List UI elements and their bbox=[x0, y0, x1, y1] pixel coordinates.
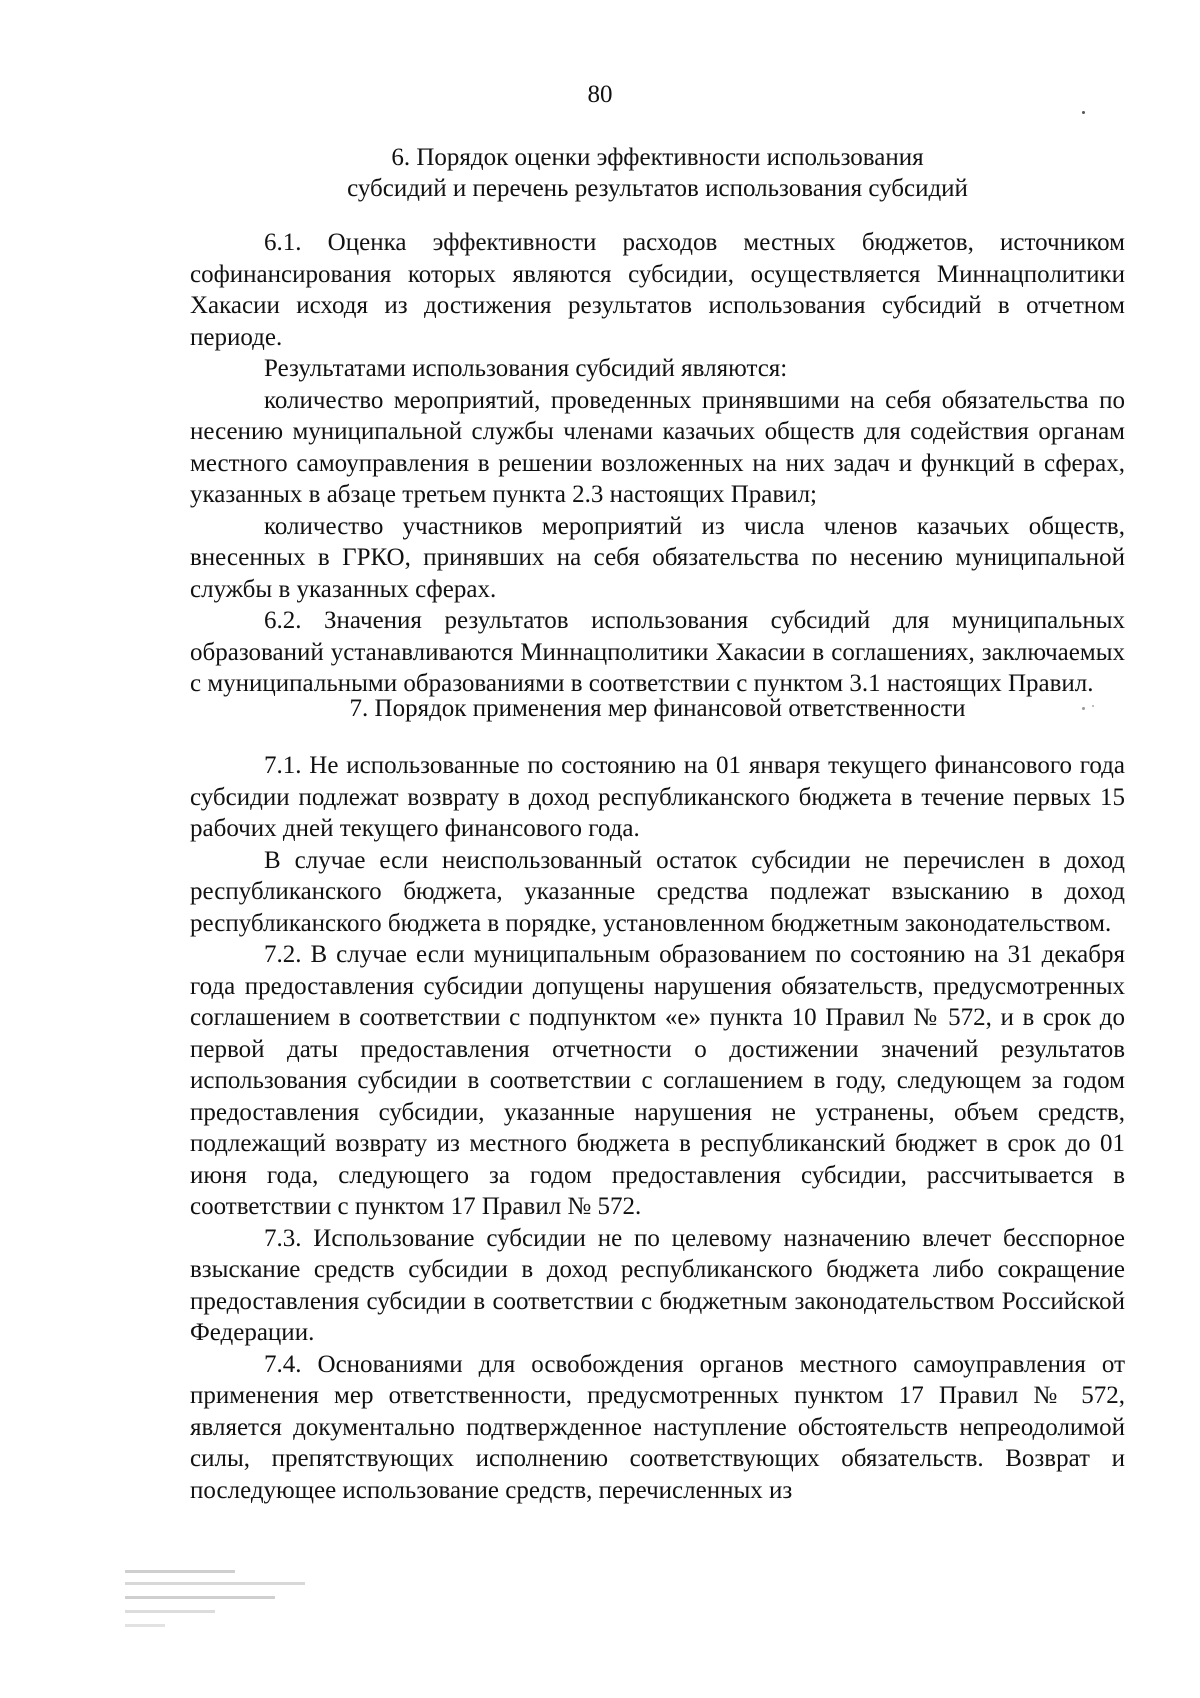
scan-speck bbox=[1092, 705, 1094, 707]
section-7-heading: 7. Порядок применения мер финансовой ответственности bbox=[349, 695, 966, 722]
section-6-body bbox=[190, 227, 1125, 700]
section-6-heading-line-2: субсидий и перечень результатов использования субсидий bbox=[347, 175, 968, 202]
paragraph-6-1: 6.1. Оценка эффективности расходов местных бюджетов, источником софинансирования которых являются субсидии, осуществляется Миннацполитики Хакасии исходя из достижения результатов использования субсидий в отчетном периоде. bbox=[190, 229, 1125, 351]
paragraph-6-result-participants: количество участников мероприятий из числа членов казачьих обществ, внесенных в ГРКО, принявших на себя обязательства по несению муниципальной службы в указанных сферах. bbox=[190, 512, 1125, 603]
paragraph-7-2: 7.2. В случае если муниципальным образованием по состоянию на 31 декабря года предоставления субсидии допущены нарушения обязательств, предусмотренных соглашением в соответствии с подпунктом «е» пункта 10 Правил № 572, и в срок до первой даты предоставления отчетности о достижении значений результатов использования субсидии в соответствии с соглашением в году, следующем за годом предоставления субсидии, указанные нарушения не устранены, объем средств, подлежащий возврату из местного бюджета в республиканский бюджет в срок до 01 июня года, следующего за годом предоставления субсидии, рассчитывается в соответствии с пунктом 17 Правил № 572. bbox=[190, 941, 1125, 1220]
faded-stamp-mark bbox=[125, 1570, 355, 1640]
section-6-heading bbox=[190, 142, 1125, 204]
paragraph-6-results-intro: Результатами использования субсидий являются: bbox=[264, 355, 788, 382]
scan-speck bbox=[1082, 707, 1085, 710]
paragraph-7-4: 7.4. Основаниями для освобождения органов местного самоуправления от применения мер ответственности, предусмотренных пунктом 17 Правил № 572, является документально подтвержденное наступление обстоятельств непреодолимой силы, препятствующих исполнению соответствующих обязательств. Возврат и последующее использование средств, перечисленных из bbox=[190, 1350, 1125, 1504]
paragraph-7-1-balance: В случае если неиспользованный остаток субсидии не перечислен в доход республиканского бюджета, указанные средства подлежат взысканию в доход республиканского бюджета в порядке, установленном бюджетным законодательством. bbox=[190, 846, 1125, 937]
section-7-body bbox=[190, 750, 1125, 1506]
section-6-heading-line-1: 6. Порядок оценки эффективности использования bbox=[391, 144, 924, 171]
paragraph-7-3: 7.3. Использование субсидии не по целевому назначению влечет бесспорное взыскание средств субсидии в доход республиканского бюджета либо сокращение предоставления субсидии в соответствии с бюджетным законодательством Российской Федерации. bbox=[190, 1224, 1125, 1346]
page-number: 80 bbox=[587, 81, 613, 108]
scan-speck bbox=[1082, 111, 1085, 114]
paragraph-7-1: 7.1. Не использованные по состоянию на 01 января текущего финансового года субсидии подлежат возврату в доход республиканского бюджета в течение первых 15 рабочих дней текущего финансового года. bbox=[190, 752, 1125, 842]
paragraph-6-2: 6.2. Значения результатов использования субсидий для муниципальных образований устанавливаются Миннацполитики Хакасии в соглашениях, заключаемых с муниципальными образованиями в соответствии с пунктом 3.1 настоящих Правил. bbox=[190, 607, 1125, 697]
paragraph-6-result-events: количество мероприятий, проведенных принявшими на себя обязательства по несению муниципальной службы членами казачьих обществ для содействия органам местного самоуправления в решении возложенных на них задач и функций в сферах, указанных в абзаце третьем пункта 2.3 настоящих Правил; bbox=[190, 386, 1125, 508]
